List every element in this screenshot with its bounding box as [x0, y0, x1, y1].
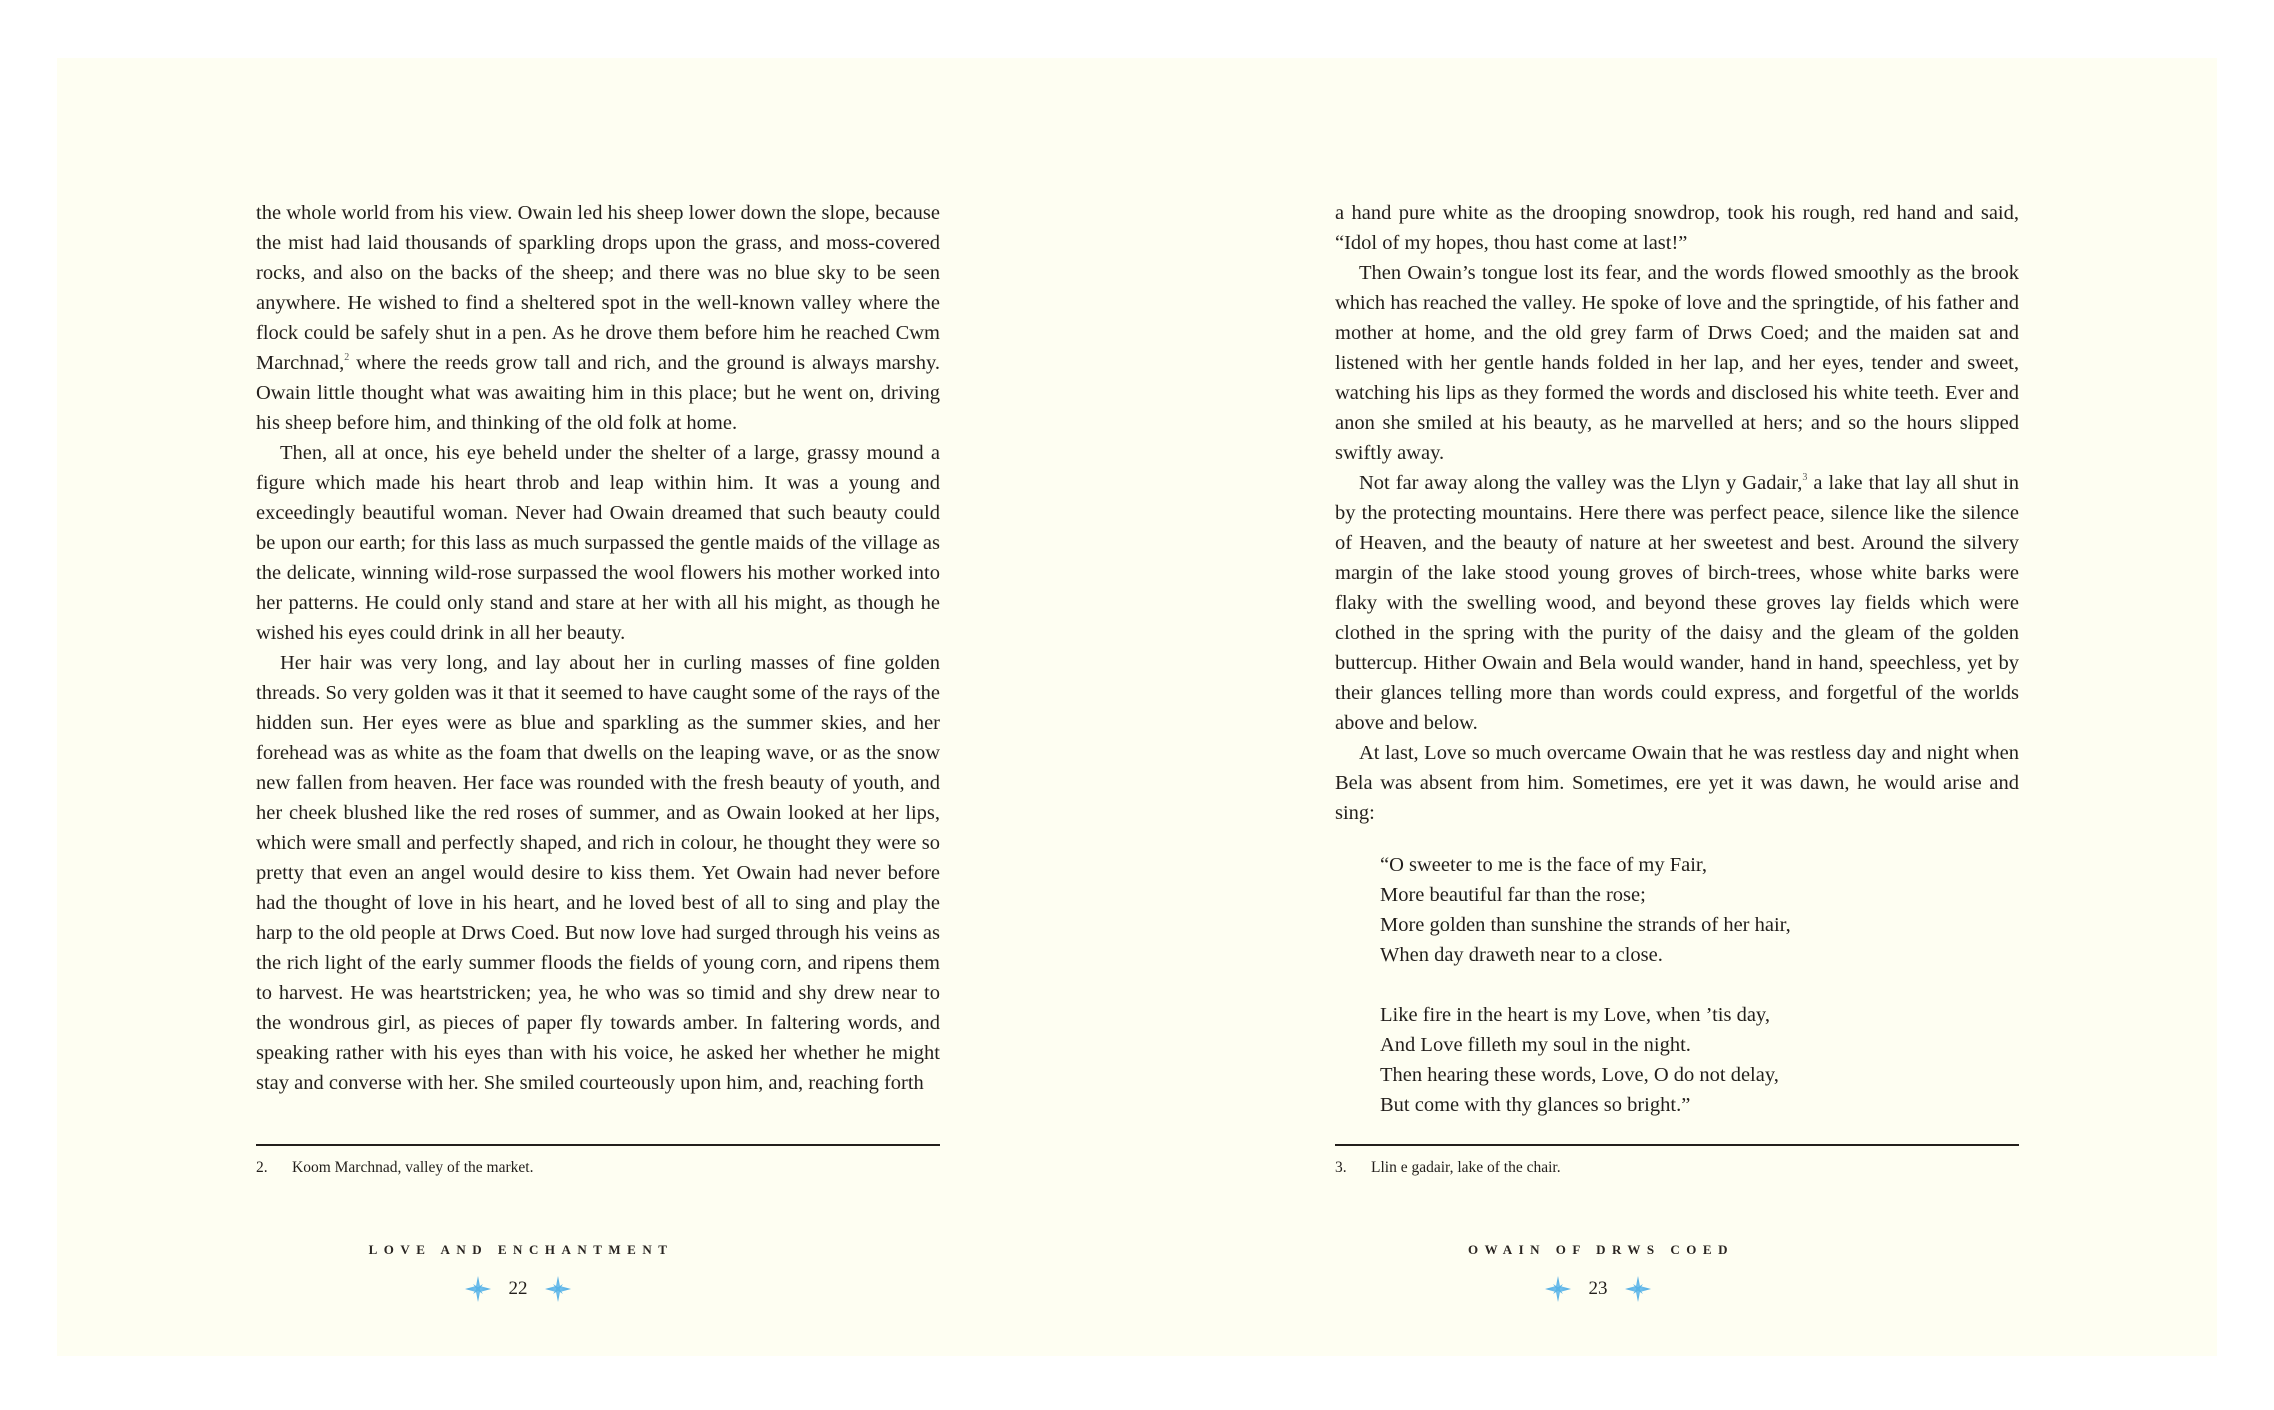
verse-line: And Love filleth my soul in the night.: [1380, 1034, 1691, 1056]
footnote-divider: [256, 1144, 940, 1146]
right-page: [1137, 58, 2217, 1356]
paragraph: At last, Love so much overcame Owain that he was restless day and night when Bela was absent from him. Sometimes, ere yet it was dawn, he would arise and sing:: [1335, 742, 2019, 824]
footnote: [1335, 1158, 1561, 1178]
paragraph: [256, 198, 940, 438]
running-head: LOVE AND ENCHANTMENT: [368, 1242, 674, 1257]
footnote-marker[interactable]: 2: [344, 352, 350, 363]
footnote-text: Llin e gadair, lake of the chair.: [1371, 1159, 1561, 1176]
four-point-star-icon: [545, 1276, 571, 1302]
left-page: [57, 58, 1137, 1356]
paragraph-text: a lake that lay all shut in by the protecting mountains. Here there was perfect peace, silence like the silence of Heaven, and the beauty of nature at her sweetest and best. Around the silvery margin of the lake stood young groves of birch-trees, whose white barks were flaky with the swelling wood, and beyond these groves lay fields which were clothed in the spring with the purity of the daisy and the gleam of the golden buttercup. Hither Owain and Bela would wander, hand in hand, speechless, yet by their glances telling more than words could express, and forgetful of the worlds above and below.: [1335, 472, 2020, 734]
paragraph: Then, all at once, his eye beheld under the shelter of a large, grassy mound a figure which made his heart throb and leap within him. It was a young and exceedingly beautiful woman. Never had Owain dreamed that such beauty could be upon our earth; for this lass as much surpassed the gentle maids of the village as the delicate, winning wild-rose surpassed the wool flowers his mother worked into her patterns. He could only stand and stare at her with all his might, as though he wished his eyes could drink in all her beauty.: [256, 442, 940, 644]
page-folio: [0, 1276, 1058, 1302]
paragraph-text: Not far away along the valley was the Llyn y Gadair,: [1359, 472, 1803, 494]
footnote-number: 3.: [1335, 1159, 1347, 1176]
footnote: [256, 1158, 533, 1178]
left-page-body: [256, 198, 940, 1098]
page-number: 22: [508, 1278, 528, 1299]
song-verse: [1380, 850, 2019, 1120]
page-number: 23: [1588, 1278, 1608, 1299]
paragraph: [1335, 468, 2019, 738]
verse-line: More golden than sunshine the strands of her hair,: [1380, 914, 1791, 936]
verse-line: Like fire in the heart is my Love, when ’tis day,: [1380, 1004, 1770, 1026]
verse-line: But come with thy glances so bright.”: [1380, 1094, 1691, 1116]
paragraph: Then Owain’s tongue lost its fear, and the words flowed smoothly as the brook which has reached the valley. He spoke of love and the springtide, of his father and mother at home, and the old grey farm of Drws Coed; and the maiden sat and listened with her gentle hands folded in her lap, and her eyes, tender and sweet, watching his lips as they formed the words and disclosed his white teeth. Ever and anon she smiled at his beauty, as he marvelled at hers; and so the hours slipped swiftly away.: [1335, 262, 2019, 464]
page-folio: [1058, 1276, 2138, 1302]
four-point-star-icon: [1625, 1276, 1651, 1302]
four-point-star-icon: [1545, 1276, 1571, 1302]
footnote-marker[interactable]: 3: [1802, 472, 1808, 483]
verse-stanza: [1380, 1000, 2019, 1120]
verse-line: “O sweeter to me is the face of my Fair,: [1380, 854, 1708, 876]
verse-stanza: [1380, 850, 2019, 970]
verse-line: More beautiful far than the rose;: [1380, 884, 1646, 906]
right-page-body: [1335, 198, 2019, 1120]
running-head: OWAIN OF DRWS COED: [1468, 1242, 1734, 1257]
footnote-number: 2.: [256, 1159, 268, 1176]
paragraph: Her hair was very long, and lay about her in curling masses of fine golden threads. So very golden was it that it seemed to have caught some of the rays of the hidden sun. Her eyes were as blue and sparkling as the summer skies, and her forehead was as white as the foam that dwells on the leaping wave, or as the snow new fallen from heaven. Her face was rounded with the fresh beauty of youth, and her cheek blushed like the red roses of summer, and as Owain looked at her lips, which were small and perfectly shaped, and rich in colour, he thought they were so pretty that even an angel would desire to kiss them. Yet Owain had never before had the thought of love in his heart, and he loved best of all to sing and play the harp to the old people at Drws Coed. But now love had surged through his veins as the rich light of the early summer floods the fields of young corn, and ripens them to harvest. He was heartstricken; yea, he who was so timid and shy drew near to the wondrous girl, as pieces of paper fly towards amber. In faltering words, and speaking rather with his eyes than with his voice, he asked her whether he might stay and converse with her. She smiled courteously upon him, and, reaching forth: [256, 652, 940, 1094]
paragraph: a hand pure white as the drooping snowdrop, took his rough, red hand and said, “Idol of my hopes, thou hast come at last!”: [1335, 202, 2019, 254]
four-point-star-icon: [465, 1276, 491, 1302]
verse-line: Then hearing these words, Love, O do not delay,: [1380, 1064, 1779, 1086]
footnote-divider: [1335, 1144, 2019, 1146]
paragraph-text: the whole world from his view. Owain led his sheep lower down the slope, because the mist had laid thousands of sparkling drops upon the grass, and moss-covered rocks, and also on the backs of the sheep; and there was no blue sky to be seen anywhere. He wished to find a sheltered spot in the well-known valley where the flock could be safely shut in a pen. As he drove them before him he reached Cwm Marchnad,: [256, 202, 940, 374]
footnote-text: Koom Marchnad, valley of the market.: [292, 1159, 534, 1176]
paragraph-text: where the reeds grow tall and rich, and the ground is always marshy. Owain little thought what was awaiting him in this place; but he went on, driving his sheep before him, and thinking of the old folk at home.: [256, 352, 940, 434]
book-spread: [57, 58, 2217, 1356]
verse-line: When day draweth near to a close.: [1380, 944, 1663, 966]
